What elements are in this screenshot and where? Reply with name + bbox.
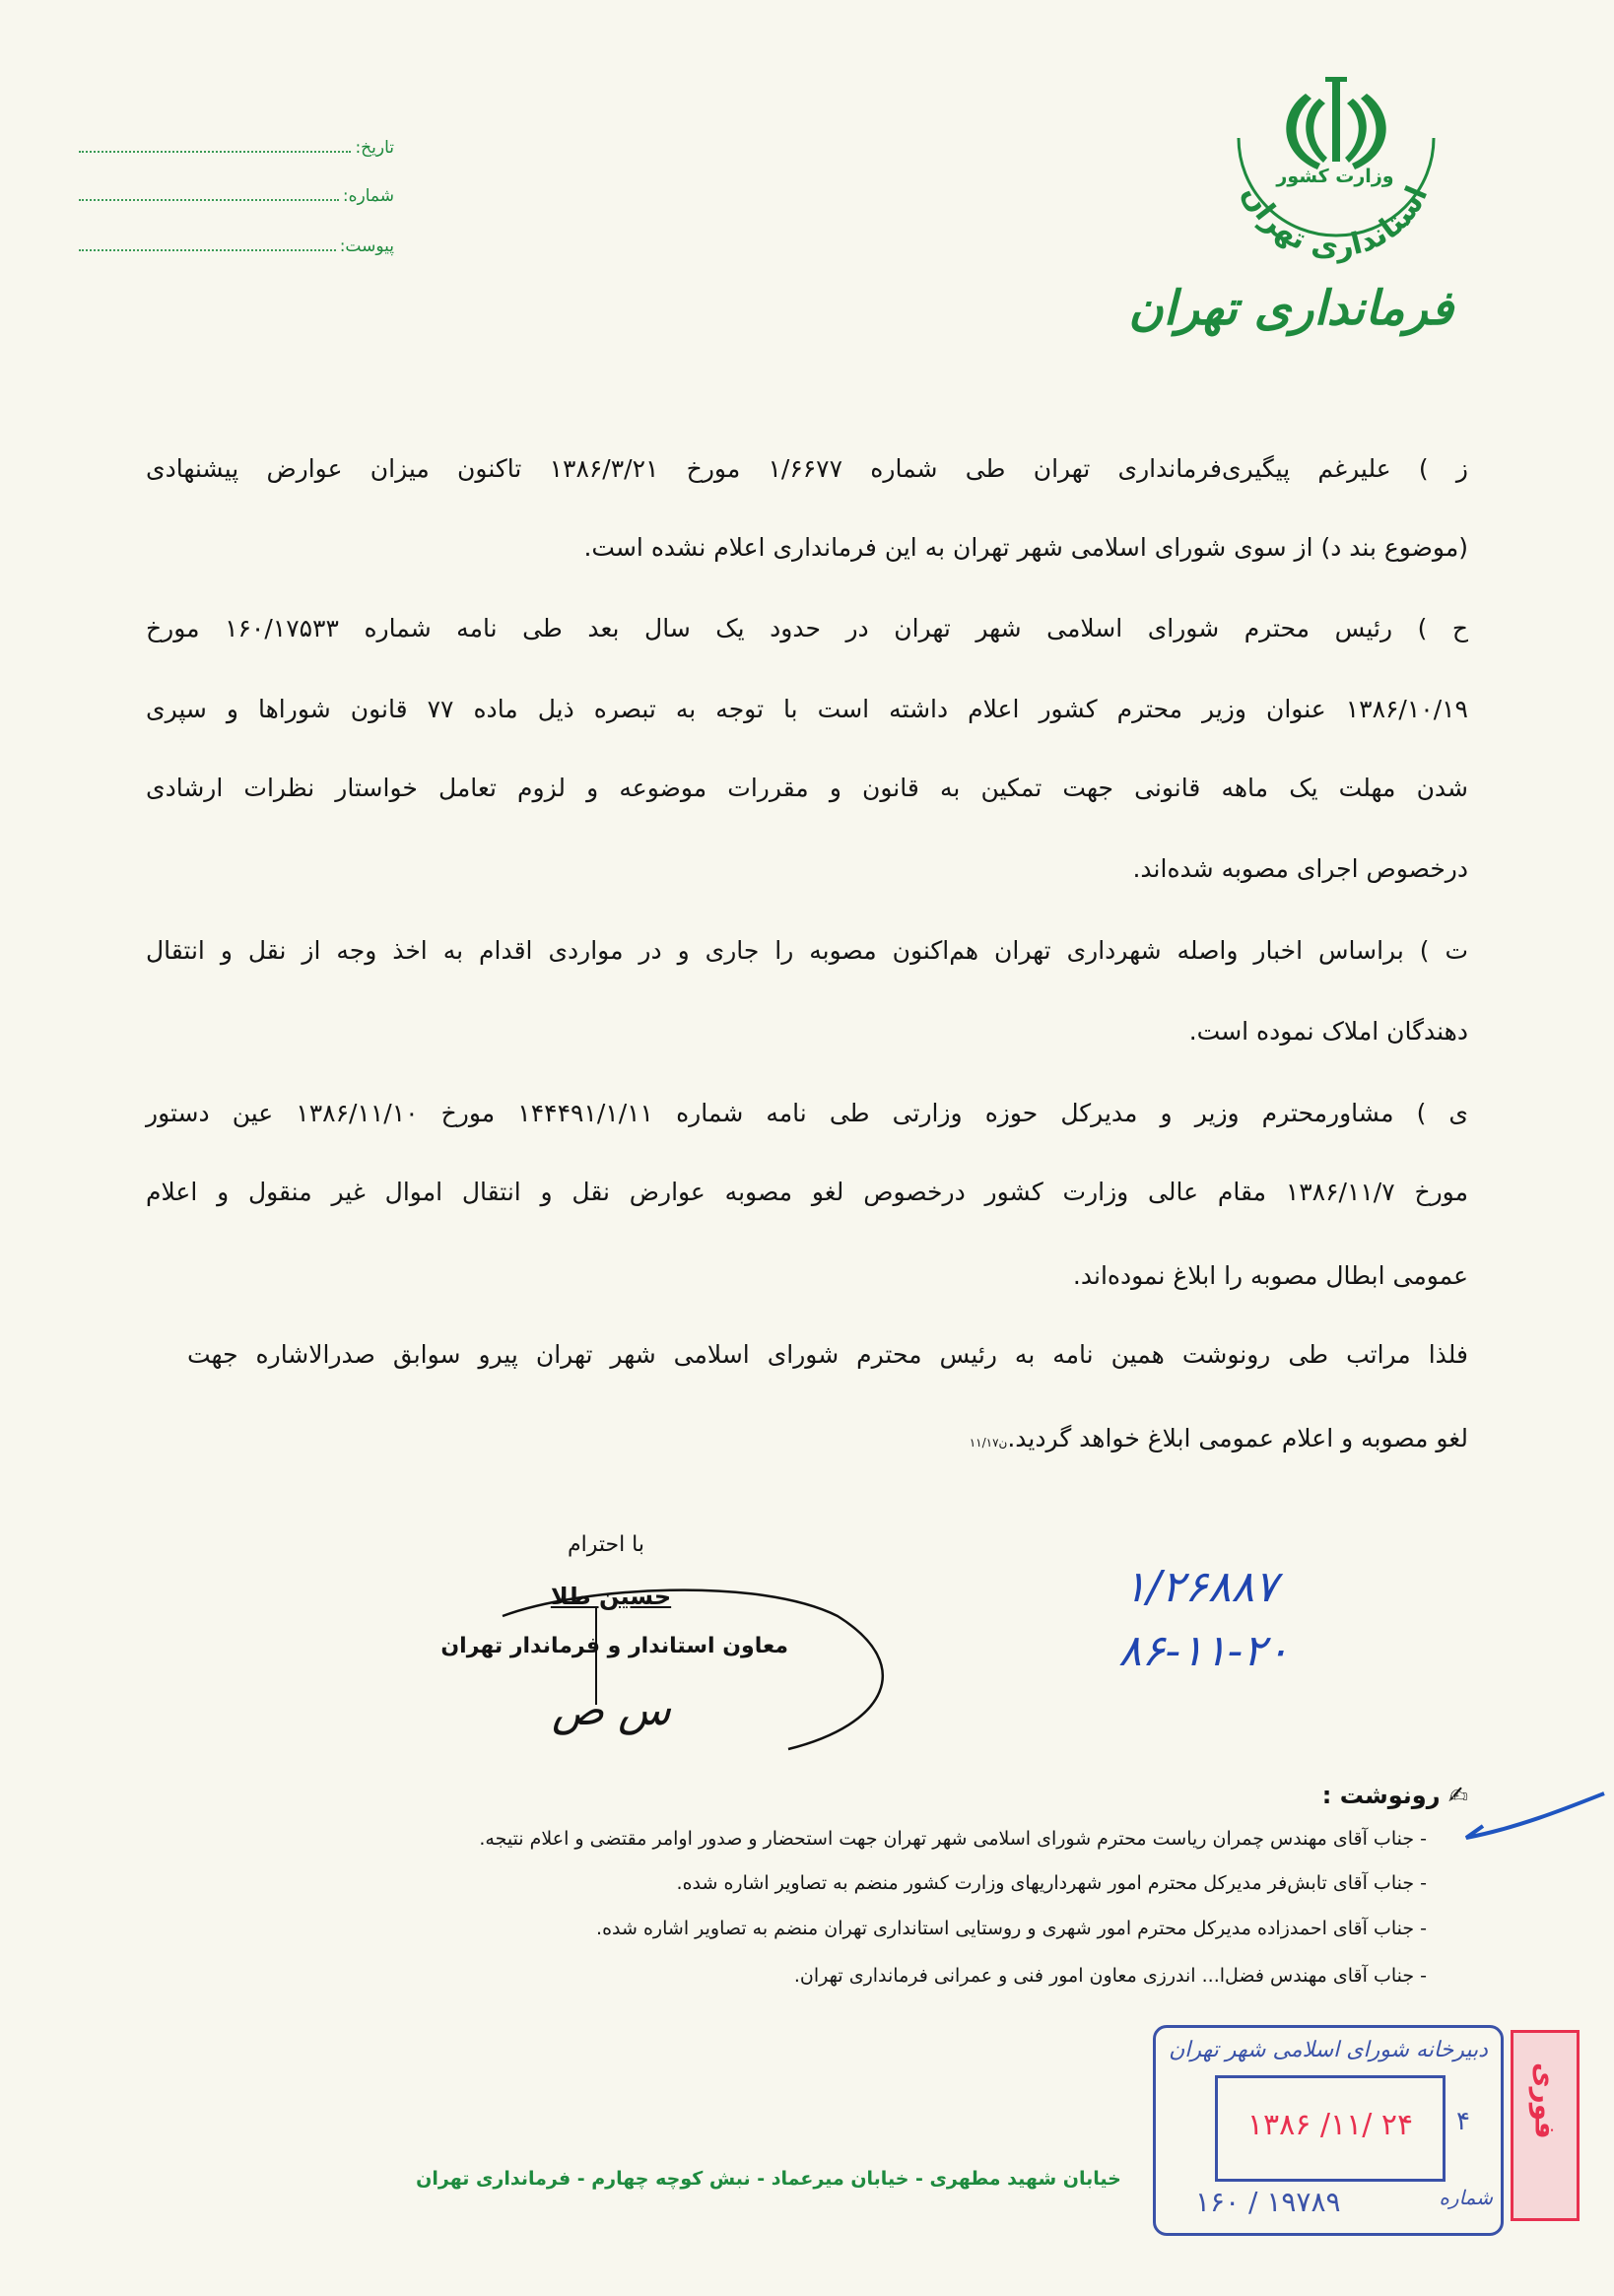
body-line: (موضوع بند د) از سوی شورای اسلامی شهر تهران به این فرمانداری اعلام نشده است. (583, 533, 1468, 562)
date-dotted-line (79, 151, 351, 153)
handwritten-date: ۸۶-۱۱-۲۰ (1118, 1626, 1290, 1676)
body-line: فلذا مراتب طی رونوشت همین نامه به رئیس محترم شورای اسلامی شهر تهران پیرو سوابق صدرالاشاره جهت (187, 1340, 1468, 1369)
office-name: فرمانداری تهران (1128, 281, 1453, 336)
writing-hand-icon: ✍ (1440, 1782, 1468, 1809)
stamp-attachment-mark: ۴ (1456, 2107, 1470, 2136)
stamp-title: دبیرخانه شورای اسلامی شهر تهران (1169, 2038, 1488, 2062)
body-line: دهندگان املاک نموده است. (1188, 1017, 1468, 1046)
handwritten-number: ۱/۲۶۸۸۷ (1123, 1562, 1278, 1612)
body-line: عمومی ابطال مصوبه را ابلاغ نموده‌اند. (1072, 1261, 1468, 1290)
stamp-number: ۱۶۰ / ۱۹۷۸۹ (1195, 2186, 1341, 2218)
attachment-label: پیوست: (339, 236, 394, 256)
closing: با احترام (567, 1532, 645, 1557)
body-line: ت ) براساس اخبار واصله شهرداری تهران هم‌اکنون مصوبه را جاری و در مواردی اقدام به اخذ وجه از نقل و انتقال (146, 936, 1468, 965)
cc-item: - جناب آقای مهندس چمران ریاست محترم شورای اسلامی شهر تهران جهت استحضار و صدور اوامر مقتضی و اعلام نتیجه. (479, 1828, 1427, 1850)
cc-label-text: رونوشت : (1321, 1782, 1441, 1809)
number-dotted-line (79, 199, 339, 201)
cc-item: - جناب آقای مهندس فضل‌ا... اندرزی معاون امور فنی و عمرانی فرمانداری تهران. (793, 1965, 1427, 1987)
cc-label (1322, 1782, 1468, 1809)
initials-annotation: ن۱۱/۱۷ (969, 1436, 1008, 1450)
number-label: شماره: (342, 186, 394, 206)
body-line: ح ) رئیس محترم شورای اسلامی شهر تهران در حدود یک سال بعد طی نامه شماره ۱۶۰/۱۷۵۳۳ مورخ (146, 614, 1468, 642)
date-field (79, 128, 394, 158)
body-text: لغو مصوبه و اعلام عمومی ابلاغ خواهد گردید. (1007, 1424, 1468, 1452)
checkmark-icon (1458, 1789, 1606, 1848)
body-line: مورخ ۱۳۸۶/۱۱/۷ مقام عالی وزارت کشور درخصوص لغو مصوبه عوارض نقل و انتقال اموال غیر منقول و اعلام (146, 1178, 1468, 1206)
number-field (79, 176, 394, 206)
body-line-final (146, 1419, 1468, 1462)
urgent-stamp (1511, 2030, 1580, 2221)
cc-item: - جناب آقای احمدزاده مدیرکل محترم امور شهری و روستایی استانداری تهران منضم به تصاویر اشاره شده. (596, 1918, 1427, 1939)
attachment-field (79, 227, 394, 256)
arc-office-name: استانداری تهران (1235, 179, 1436, 265)
cc-item: - جناب آقای تابش‌فر مدیرکل محترم امور شهرداریهای وزارت کشور منضم به تصاویر اشاره شده. (676, 1872, 1427, 1894)
stamp-date-box (1215, 2075, 1446, 2182)
signature-stroke (463, 1577, 926, 1754)
body-line: ی ) مشاورمحترم وزیر و مدیرکل حوزه وزارتی طی نامه شماره ۱۴۴۴۹۱/۱/۱۱ مورخ ۱۳۸۶/۱۱/۱۰ عین دستور (146, 1099, 1468, 1127)
body-line: ز ) علیرغم پیگیری‌فرمانداری تهران طی شماره ۱/۶۶۷۷ مورخ ۱۳۸۶/۳/۲۱ تاکنون میزان عوارض پیشنهادی (146, 454, 1468, 483)
stamp-date: ۱۳۸۶ /۱۱/ ۲۴ (1246, 2108, 1414, 2142)
stamp-number-label: شماره (1439, 2186, 1493, 2209)
date-label: تاریخ: (355, 138, 394, 158)
ministry-logo (1128, 59, 1463, 384)
ministry-name: وزارت کشور (1276, 166, 1394, 187)
attachment-dotted-line (79, 249, 336, 251)
urgent-stamp-text: فوری (1528, 2062, 1562, 2139)
body-line: درخصوص اجرای مصوبه شده‌اند. (1132, 854, 1468, 883)
signer-name: حسین طلا (550, 1583, 672, 1610)
signer-title: معاون استاندار و فرماندار تهران (440, 1634, 788, 1658)
body-line: شدن مهلت یک ماهه قانونی جهت تمکین به قانون و مقررات موضوعه و لزوم تعامل خواستار نظرات ارشادی (146, 774, 1468, 802)
signature-initials: س ص (552, 1685, 671, 1735)
footer-address: خیابان شهید مطهری - خیابان میرعماد - نبش کوچه چهارم - فرمانداری تهران (416, 2168, 1121, 2190)
body-line: ۱۳۸۶/۱۰/۱۹ عنوان وزیر محترم کشور اعلام داشته است با توجه به تبصره ذیل ماده ۷۷ قانون شوراها و سپری (146, 695, 1468, 723)
svg-text:استانداری تهران (1235, 179, 1435, 264)
registry-stamp (1153, 2025, 1504, 2236)
